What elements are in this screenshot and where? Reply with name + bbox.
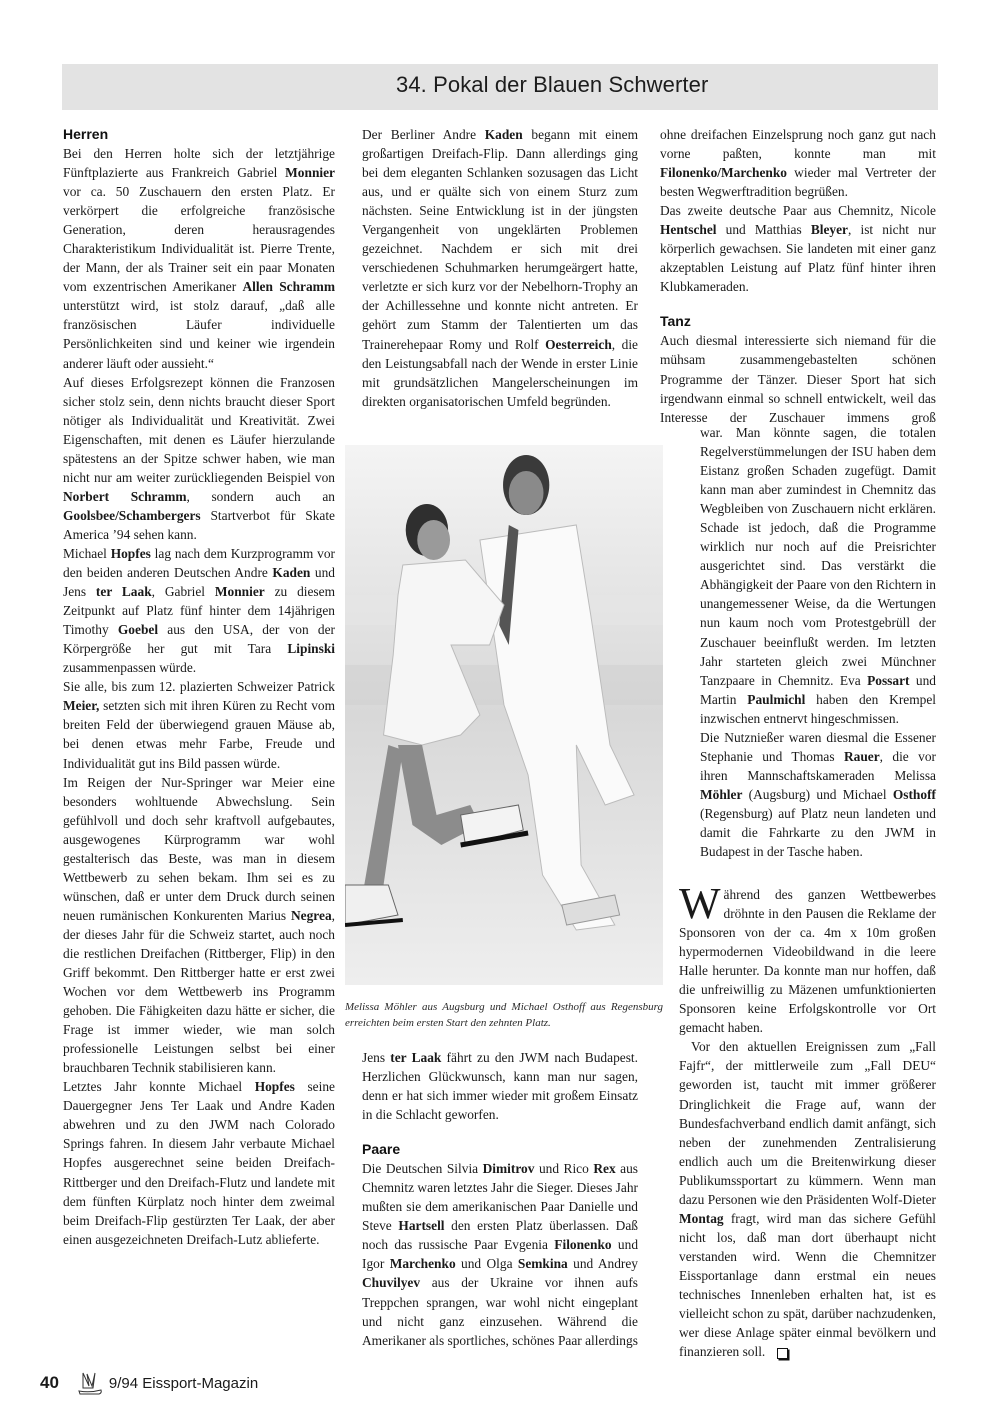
column-2-top — [362, 125, 638, 411]
bold-name: Hopfes — [110, 545, 151, 561]
column-1 — [63, 125, 335, 1249]
paragraph: Sie alle, bis zum 12. plazierten Schweizer Patrick Meier, setzten sich mit ihren Küren zu Recht vom breiten Feld der überwiegend grauen Mäuse ab, bei denen etwas mehr Farbe, Freude und Individualität gut ins Bild passen würde. — [63, 679, 335, 771]
bold-name: Chuvilyev — [362, 1275, 421, 1291]
paragraph: war. Man könnte sagen, die totalen Regelverstümmelungen der ISU haben dem Eistanz großen Schaden zugefügt. Damit kann man aber zumindest in Chemnitz das Wegbleiben von Zuschauern nicht erklären. Schade ist jedoch, daß die Programme wirklich nur noch auf die Preisrichter ausgerichtet sind. Das verstärkt die Abhängigkeit der Paare von den Richtern in unangemessener Weise, da die Wertungen nun kaum noch vom Protestgebrüll der Zuschauer beeinflußt werden. Im letzten Jahr starteten gleich zwei Münchner Tanzpaare in Chemnitz. Eva Possart und Martin Paulmichl haben den Krempel inzwischen entnervt hingeschmissen. — [700, 425, 937, 726]
paragraph — [679, 879, 936, 1037]
bold-name: Rauer — [843, 748, 880, 764]
paragraph: Bei den Herren holte sich der letztjährige Fünftplazierte aus Frankreich Gabriel Monnier vor ca. 50 Zuschauern den ersten Platz. Er verkörpert die erfolgreiche französische Generation, deren herausragendes Charakteristikum Individualität ist. Pierre Trente, der Mann, der als Trainer seit ein paar Monaten vom exzentrischen Amerikaner Allen Schramm unterstützt wird, ist stolz darauf, „daß alle französischen Läufer individuelle Persönlichkeiten sind und keiner wie irgendein anderer läuft oder aussieht.“ — [63, 146, 335, 371]
bold-name: Osthoff — [892, 786, 936, 802]
bold-name: Semkina — [517, 1256, 568, 1272]
ice-skate-logo-icon — [75, 1370, 105, 1396]
bold-name: Dimitrov — [482, 1161, 535, 1177]
bold-name: Monnier — [214, 584, 265, 600]
bold-name: Montag — [679, 1210, 724, 1226]
bold-name: Kaden — [484, 127, 523, 142]
bold-name: Meier, — [63, 698, 100, 714]
skaters-photo — [345, 445, 663, 985]
photo-image — [345, 445, 663, 985]
bold-name: Möhler — [700, 786, 743, 802]
bold-name: Goebel — [117, 622, 159, 638]
bold-name: ter Laak — [390, 1050, 442, 1065]
issue-label: 9/94 Eissport-Magazin — [108, 1374, 259, 1392]
paragraph: Der Berliner Andre Kaden begann mit einem großartigen Dreifach-Flip. Dann allerdings ging bei dem eleganten Schlanken sozusagen das Licht aus, und er quälte sich von einem Sturz zum nächsten. Seine Entwicklung ist in der jüngsten Vergangenheit von ungeklärten Problemen gezeichnet. Nachdem er sich mit drei verschiedenen Schuhmarken herumgeärgert hatte, verletzte er sich kurz vor der Nebelhorn-Trophy an der Achillessehne und konnte nicht antreten. Er gehört zum Stamm der Talentierten um das Trainerehepaar Romy und Rolf Oesterreich, die den Leistungsabfall nach der Wende in erster Linie mit grundsätzlichen Mangelerscheinungen im direkten organisatorischen Umfeld begründen. — [362, 127, 638, 409]
column-3-top — [660, 125, 936, 427]
paragraph: Auch diesmal interessierte sich niemand für die mühsam zusammengebastelten schönen Programme der Tänzer. Dieser Sport hat sich irgendwann einmal so schnell entwickelt, weil das Interesse der Zuschauer immens groß — [660, 333, 936, 425]
bold-name: Norbert Schramm — [63, 488, 187, 504]
bold-name: Allen Schramm — [242, 279, 335, 295]
paragraph-continued: ohne dreifachen Einzelsprung noch ganz gut nach vorne paßten, konnte man mit Filonenko/Marchenko wieder mal Vertreter der besten Wegwerftradition begrüßen. — [660, 127, 936, 200]
column-2-bottom — [362, 1048, 638, 1350]
bold-name: Monnier — [285, 165, 335, 181]
drop-cap: W — [679, 879, 721, 928]
paragraph: Die Deutschen Silvia Dimitrov und Rico Rex aus Chemnitz waren letztes Jahr die Sieger. Dieses Jahr mußten sie dem amerikanischen Paar Danielle und Steve Hartsell den ersten Platz überlassen. Daß noch das russische Paar Evgenia Filonenko und Igor Marchenko und Olga Semkina und Andrey Chuvilyev aus der Ukraine vor ihnen aufs Treppchen sprangen, war wohl nicht eingeplant und nicht ganz einzusehen. Während die Amerikaner als sportliches, schönes Paar allerdings — [362, 1161, 639, 1348]
bold-name: Lipinski — [287, 641, 335, 657]
section-heading-tanz: Tanz — [660, 313, 691, 330]
page-title: 34. Pokal der Blauen Schwerter — [396, 72, 709, 97]
bold-name: Bleyer — [810, 222, 849, 238]
page-number: 40 — [40, 1373, 59, 1392]
commentary — [679, 879, 936, 1361]
title-bar — [62, 64, 938, 110]
paragraph: Michael Hopfes lag nach dem Kurzprogramm vor den beiden anderen Deutschen Andre Kaden und Jens ter Laak, Gabriel Monnier zu diesem Zeitpunkt auf Platz fünf hinter dem 14jährigen Timothy Goebel aus den USA, der von der Körpergröße her gut mit Tara Lipinski zusammenpassen würde. — [63, 545, 336, 676]
paragraph: Das zweite deutsche Paar aus Chemnitz, Nicole Hentschel und Matthias Bleyer, ist nicht nur körperlich gewachsen. Sie landeten mit einer ganz akzeptablen Leistung auf Platz fünf hinter ihren Klubkameraden. — [660, 203, 936, 295]
paragraph-text: ährend des ganzen Wettbewerbes dröhnte in den Pausen die Reklame der Sponsoren von der ca. 4m x 10m großen hypermodernen Videobildwand in die leere Halle herunter. Da konnte man nur hoffen, daß die unfreiwillig zu Mäzenen umfunktionierten Sponsoren keine Erfolgskontrolle vor Ort gemacht haben. — [679, 887, 936, 1036]
bold-name: Goolsbee/Schambergers — [63, 507, 201, 523]
paragraph: Auf dieses Erfolgsrezept können die Franzosen sicher stolz sein, denn nichts braucht dieser Sport nötiger als Individualität und Kreativität. Zwei Eigenschaften, mit denen es Läufer hierzulande spätestens an der Spitze schwer haben, wie man nicht nur am weiter zurückliegenden Beispiel von Norbert Schramm, sondern auch an Goolsbee/Schambergers Startverbot für Skate America ’94 sehen kann. — [63, 374, 335, 542]
end-mark-icon — [777, 1348, 788, 1359]
section-heading-paare: Paare — [362, 1141, 401, 1158]
bold-name: ter Laak — [95, 584, 152, 600]
bold-name: Filonenko/Marchenko — [660, 165, 787, 181]
bold-name: Hartsell — [398, 1218, 445, 1234]
bold-name: Kaden — [272, 565, 311, 581]
photo-caption: Melissa Möhler aus Augsburg und Michael Osthoff aus Regensburg erreichten beim ersten Start den zehnten Platz. — [345, 1001, 663, 1029]
paragraph: Jens ter Laak fährt zu den JWM nach Budapest. Herzlichen Glückwunsch, kann man nur sagen, denn er hat sich immer wieder mit großem Einsatz in die Schlacht geworfen. — [362, 1050, 638, 1123]
page-footer — [40, 1370, 258, 1396]
bold-name: Possart — [867, 672, 910, 688]
bold-name: Hentschel — [660, 222, 717, 238]
bold-name: Negrea — [290, 907, 332, 923]
bold-name: Oesterreich — [545, 336, 612, 352]
bold-name: Paulmichl — [747, 691, 806, 707]
section-heading-herren: Herren — [63, 126, 109, 142]
bold-name: Hopfes — [254, 1079, 295, 1095]
bold-name: Marchenko — [389, 1256, 456, 1272]
column-3-middle — [700, 423, 936, 861]
paragraph: Im Reigen der Nur-Springer war Meier eine besonders wohltuende Abwechslung. Sein gefühlvoll und doch sehr kraftvoll aufgebautes, ausgewogenes Kürprogramm war wohl gestalterisch das Beste, was man in diesem Wettbewerb zu sehen bekam. Ihm sei es zu wünschen, daß er unter dem Druck durch seinen neuen rumänischen Konkurenten Marius Negrea, der dieses Jahr für die Schweiz startet, auch noch die restlichen Dreifachen (Rittberger, Flip) in den Griff bekommt. Den Rittberger hatte er erst zwei Wochen vor dem Wettbewerb ins Programm gehoben. Die Fähigkeiten dazu hätte er sicher, die Frage ist immer wieder, wie man solch professionelle Leistungen selbst bei einer brauchbaren Technik stabilisieren kann. — [63, 774, 335, 1076]
paragraph — [679, 1037, 936, 1361]
bold-name: Filonenko — [554, 1237, 612, 1253]
paragraph-text: Vor den aktuellen Ereignissen zum „Fall Fajfr“, der mittlerweile zum „Fall DEU“ geworden ist, taucht mit immer größerer Dringlichkeit die Frage auf, wann der Bundesfachverband endlich damit anfängt, sich neben der zunehmenden Zentralisierung endlich auch um die Breitenwirkung dieser Publikumssportart zu kümmern. Wenn man dazu Personen wie den Präsidenten Wolf-Dieter Montag fragt, wird man das sichere Gefühl nicht los, daß man dort überhaupt nicht verstanden wird. Wenn die Chemnitzer Eissportanlage dann erstmal ein neues technisches Innenleben erhalten hat, ist es vielleicht schon zu spät, darüber nachzudenken, wer diese Anlage später einmal bevölkern und finanzieren soll. — [679, 1039, 936, 1360]
paragraph: Letztes Jahr konnte Michael Hopfes seine Dauergegner Jens Ter Laak und Andre Kaden abwehren und zu den JWM nach Colorado Springs fahren. In diesem Jahr verbaute Michael Hopfes ausgerechnet seine beiden Dreifach-Rittberger und den Dreifach-Flutz und landete mit dem fünften Kürplatz noch hinter dem zweimal beim Dreifach-Flip gestürzten Ter Laak, der aber einen ausgezeichneten Dreifach-Lutz ablieferte. — [63, 1079, 335, 1247]
paragraph: Die Nutznießer waren diesmal die Essener Stephanie und Thomas Rauer, die vor ihren Mannschaftskameraden Melissa Möhler (Augsburg) und Michael Osthoff (Regensburg) auf Platz neun landeten und damit die Fahrkarte zu den JWM in Budapest in der Tasche haben. — [700, 729, 936, 860]
bold-name: Rex — [593, 1161, 616, 1177]
